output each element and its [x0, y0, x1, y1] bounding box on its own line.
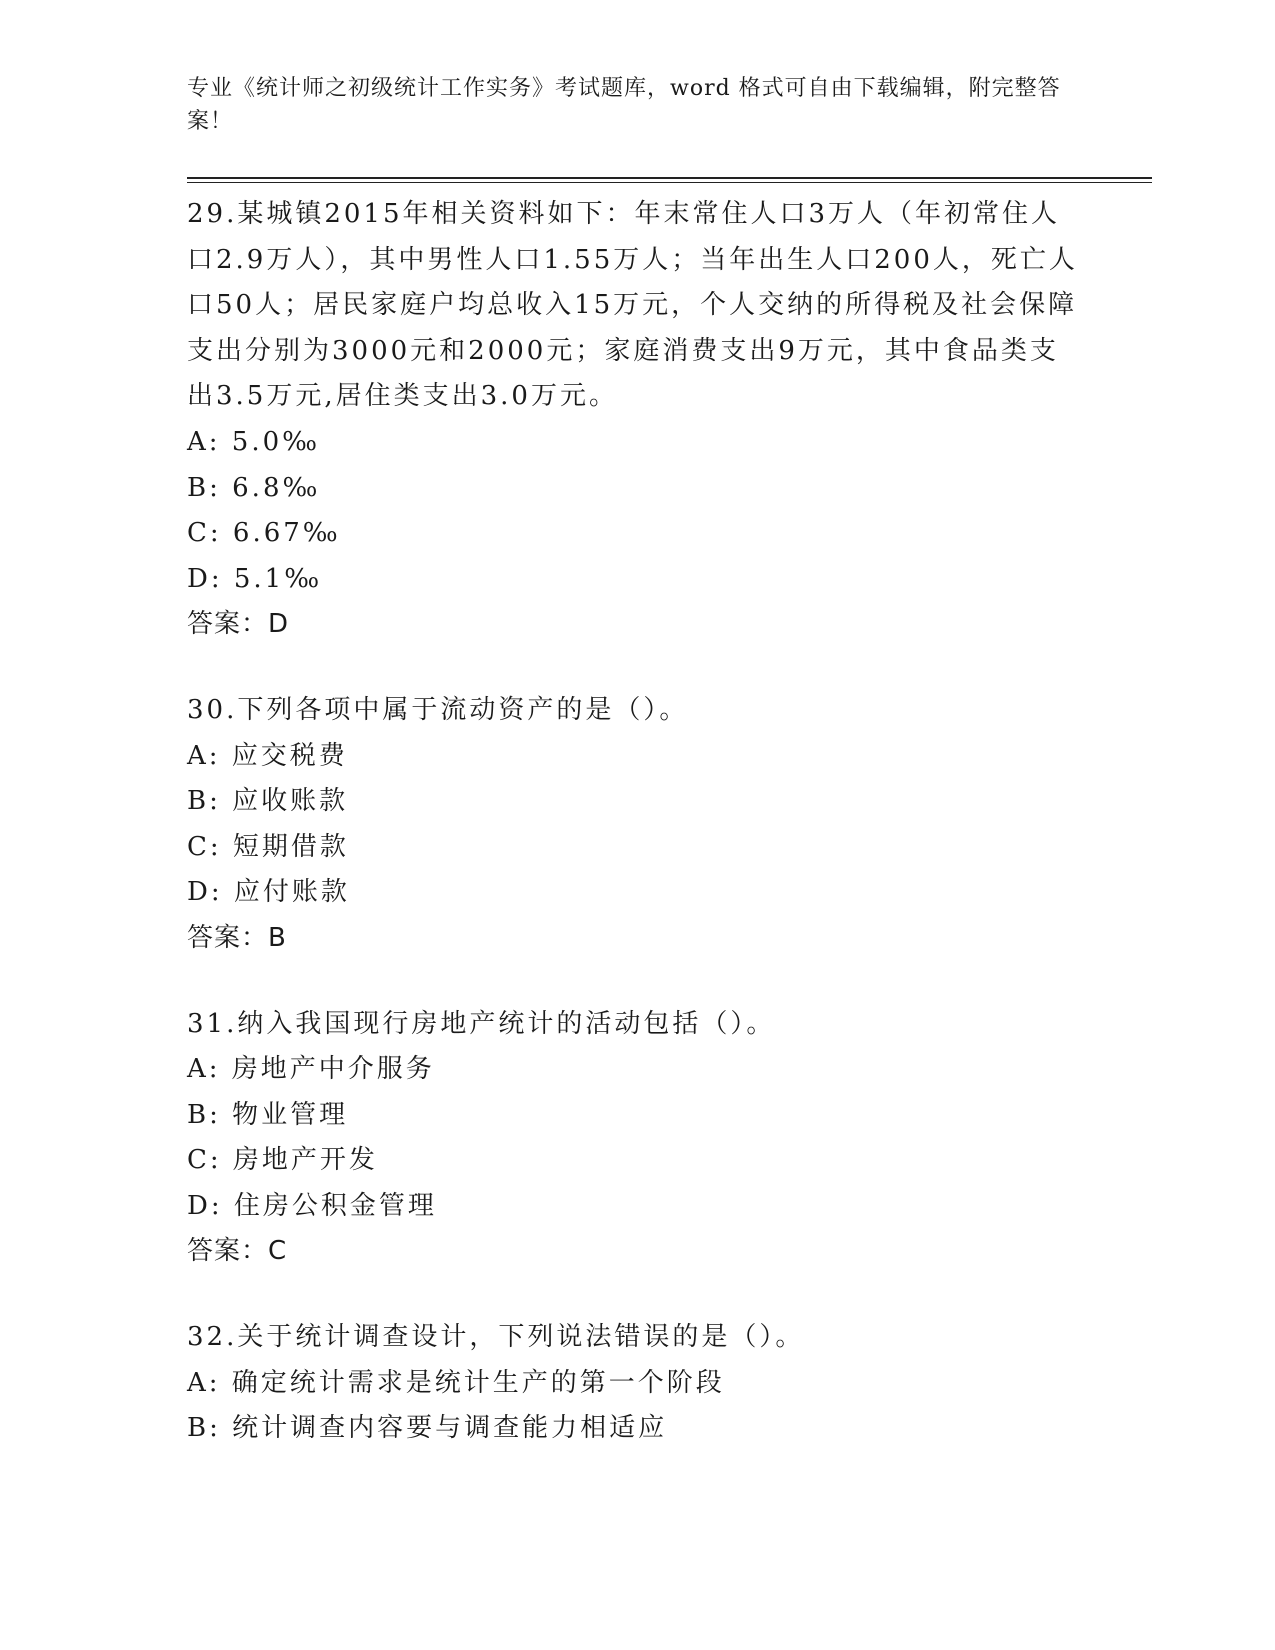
option-c: C: 房地产开发: [187, 1145, 378, 1176]
question-29: [187, 192, 1087, 648]
question-stem: 32.关于统计调查设计，下列说法错误的是（）。: [187, 1322, 805, 1353]
option-d: D: 5.1‰: [187, 563, 323, 594]
question-32: [187, 1315, 1087, 1452]
option-b: B: 统计调查内容要与调查能力相适应: [187, 1413, 668, 1444]
question-stem: 30.下列各项中属于流动资产的是（）。: [187, 694, 689, 725]
question-stem: 29.某城镇2015年相关资料如下：年末常住人口3万人（年初常住人口2.9万人），其中男性人口1.55万人；当年出生人口200人，死亡人口50人；居民家庭户均总收入15万元，个人交纳的所得税及社会保障支出分别为3000元和2000元；家庭消费支出9万元，其中食品类支出3.5万元,居住类支出3.0万元。: [187, 199, 1078, 412]
document-header: 专业《统计师之初级统计工作实务》考试题库，word 格式可自由下载编辑，附完整答案！: [187, 76, 1061, 134]
question-list: [187, 192, 1087, 1492]
option-b: B: 应收账款: [187, 786, 349, 817]
answer-line: 答案：D: [187, 609, 290, 640]
header-divider: [187, 177, 1152, 183]
question-stem: 31.纳入我国现行房地产统计的活动包括（）。: [187, 1008, 776, 1039]
question-30: [187, 688, 1087, 962]
option-a: A: 房地产中介服务: [187, 1054, 435, 1085]
answer-line: 答案：B: [187, 922, 287, 953]
option-d: D: 应付账款: [187, 877, 350, 908]
answer-line: 答案：C: [187, 1236, 288, 1267]
option-a: A: 5.0‰: [187, 426, 321, 457]
option-a: A: 应交税费: [187, 740, 348, 771]
option-b: B: 6.8‰: [187, 472, 321, 503]
option-c: C: 短期借款: [187, 831, 349, 862]
option-d: D: 住房公积金管理: [187, 1190, 437, 1221]
option-a: A: 确定统计需求是统计生产的第一个阶段: [187, 1367, 725, 1398]
option-b: B: 物业管理: [187, 1099, 349, 1130]
question-31: [187, 1002, 1087, 1276]
option-c: C: 6.67‰: [187, 518, 341, 549]
